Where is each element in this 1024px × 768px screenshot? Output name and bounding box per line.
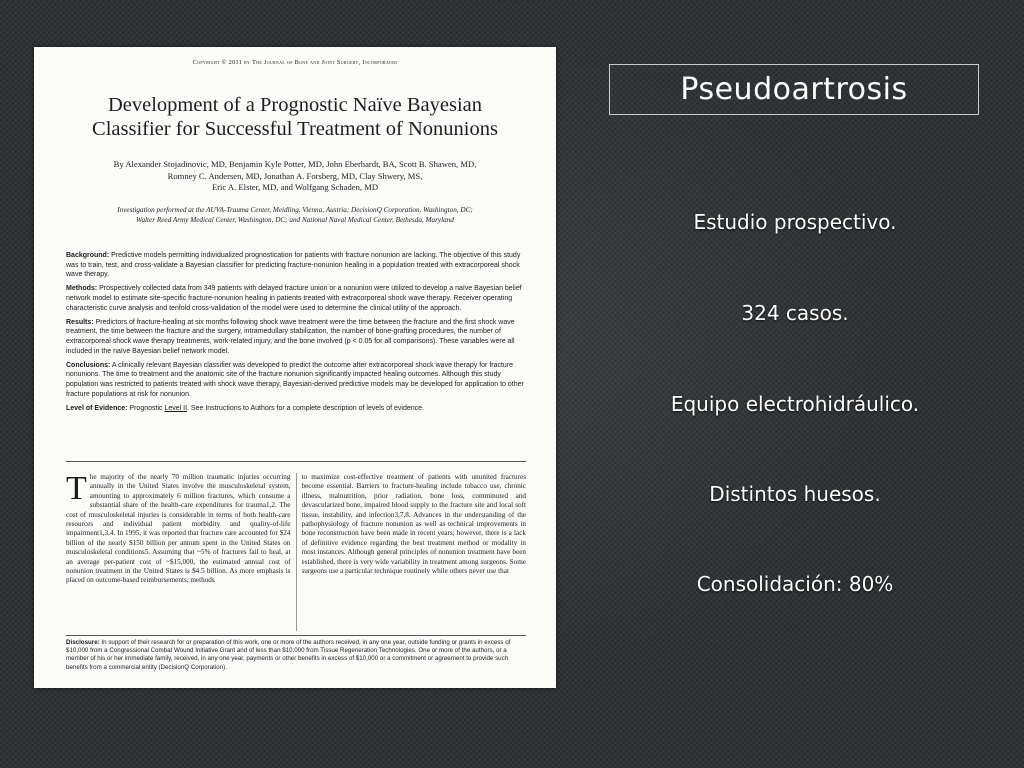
body-column-right <box>302 473 527 631</box>
abstract-results <box>66 318 526 356</box>
paper-disclosure <box>66 639 526 672</box>
authors-line: Eric A. Elster, MD, and Wolfgang Schaden, MD <box>211 182 379 192</box>
body-text: to maximize cost-effective treatment of patients with ununited fractures become essential. Barriers to fracture-healing include tobacco use, chronic illness, malnutrition, prior radiation, bone loss, comminuted and devascularized bone, impaired blood supply to the fracture site and local soft tissue, instability, and infection3,7,8. Advances in the understanding of the pathophysiology of fracture nonunion as well as technical improvements in bone reconstruction have been made in recent years; however, there is a lack of definitive evidence regarding the best treatment method or modality in most instances. Although general principles of nonunion treatment have been established, there is very wide variability in treatment among surgeons. Some surgeons use a particular technique routinely while others never use that <box>301 473 526 576</box>
paper-title <box>52 93 538 141</box>
institutions-line: Investigation performed at the AUVA-Trauma Center, Meidling, Vienna, Austria; DecisionQ Corporation, Washington, DC; <box>117 206 473 214</box>
abstract-text: Prognostic <box>129 404 163 412</box>
authors-line: Romney C. Andersen, MD, Jonathan A. Forsberg, MD, Clay Shwery, MS, <box>167 170 423 181</box>
body-column-left <box>66 473 291 631</box>
abstract-text: Prospectively collected data from 349 patients with delayed fracture union or a nonunion were utilized to develop a naïve Bayesian belief network model to estimate site-specific fracture-nonunion healing in patients treated with extracorporeal shock wave therapy. Receiver operating characteristic curve analysis and tenfold cross-validation of the model were used to determine the clinical utility of the approach. <box>66 285 522 312</box>
abstract-divider <box>66 461 526 462</box>
abstract-evidence <box>66 404 526 414</box>
disclosure-divider <box>66 635 526 636</box>
slide-bullet: Consolidación: 80% <box>696 572 894 596</box>
abstract-methods <box>66 284 526 313</box>
paper-body <box>66 473 526 631</box>
abstract-text: A clinically relevant Bayesian classifier was developed to predict the outcome after extracorporeal shock wave therapy for fracture nonunions. The time to treatment and the anatomic site of the fracture nonunion significantly impacted healing outcomes. Although this study population was restricted to patients treated with shock wave therapy, Bayesian-derived predictive models may be developed for application to other fracture populations at risk for nonunion. <box>66 361 524 398</box>
body-text: he majority of the nearly 70 million traumatic injuries occurring annually in the United States involve the musculoskeletal system, amounting to approximately 6 million fractures, which consume a substantial share of the health-care expenditures for trauma1,2. The cost of musculoskeletal injuries is considerable in terms of both health-care resources and individual patient morbidity and quality-of-life impairment1,3,4. In 1995, it was reported that fracture care accounted for $24 billion of the nearly $150 billion per annum spent in the United States on musculoskeletal conditions5. Assuming that ~5% of fractures fail to heal, at an average per-patient cost of ~$15,000, the estimated annual cost of nonunion treatment in the United States is $4.5 billion. As more emphasis is placed on outcome-based reimbursements, methods <box>66 473 291 585</box>
authors-line: By Alexander Stojadinovic, MD, Benjamin Kyle Potter, MD, John Eberhardt, BA, Scott B. Shawen, MD, <box>113 159 477 169</box>
paper-title-line: Classifier for Successful Treatment of Nonunions <box>92 118 498 140</box>
slide-title-box <box>609 64 979 115</box>
paper-copyright: Copyright © 2011 by The Journal of Bone and Joint Surgery, Incorporated <box>192 59 398 66</box>
paper-institutions <box>64 205 526 225</box>
slide-title: Pseudoartrosis <box>680 72 908 107</box>
slide-bullet: Distintos huesos. <box>709 482 881 506</box>
slide-bullet: Equipo electrohidráulico. <box>670 392 920 416</box>
paper-authors <box>64 159 526 194</box>
abstract-conclusions <box>66 361 526 399</box>
abstract-label: Results: <box>66 318 94 326</box>
disclosure-text: In support of their research for or preparation of this work, one or more of the authors received, in any one year, outside funding or grants in excess of $10,000 from a Congressional Combat Wound Initiative Grant and of less than $10,000 from Tissue Regeneration Technologies. One or more of the authors, or a member of his or her immediate family, received, in any one year, payments or other benefits in excess of $10,000 or a commitment or agreement to provide such benefits from a commercial entity (DecisionQ Corporation). <box>66 639 511 671</box>
institutions-line: Walter Reed Army Medical Center, Washington, DC; and National Naval Medical Center, Bethesda, Maryland <box>136 216 454 224</box>
paper-title-line: Development of a Prognostic Naïve Bayesian <box>107 94 483 116</box>
paper-abstract <box>66 251 526 418</box>
abstract-label: Level of Evidence: <box>66 404 128 412</box>
evidence-level-link: Level II <box>164 404 188 412</box>
abstract-text: Predictors of fracture-healing at six months following shock wave treatment were the time between the fracture and the first shock wave treatment, the time between the fracture and the surgery, intramedullary stabilization, the number of bone-grafting procedures, the number of extracorporeal shock wave therapy treatments, work-related injury, and the bone involved (p < 0.05 for all comparisons). These variables were all included in the naïve Bayesian belief network model. <box>66 318 515 355</box>
slide-bullet: 324 casos. <box>741 301 849 325</box>
abstract-label: Conclusions: <box>66 361 111 369</box>
drop-cap: T <box>66 473 87 507</box>
abstract-background <box>66 251 526 280</box>
paper-scan <box>34 47 556 688</box>
abstract-text: . See Instructions to Authors for a complete description of levels of evidence. <box>187 404 424 412</box>
slide-bullet: Estudio prospectivo. <box>693 210 897 234</box>
abstract-label: Methods: <box>66 285 98 293</box>
abstract-label: Background: <box>66 252 110 259</box>
disclosure-label: Disclosure: <box>66 639 100 646</box>
abstract-text: Predictive models permitting individualized prognostication for patients with fracture nonunion are lacking. The objective of this study was to train, test, and cross-validate a Bayesian classifier for predicting fracture-nonunion healing in a population treated with extracorporeal shock wave therapy. <box>66 252 521 279</box>
column-rule <box>296 473 297 631</box>
